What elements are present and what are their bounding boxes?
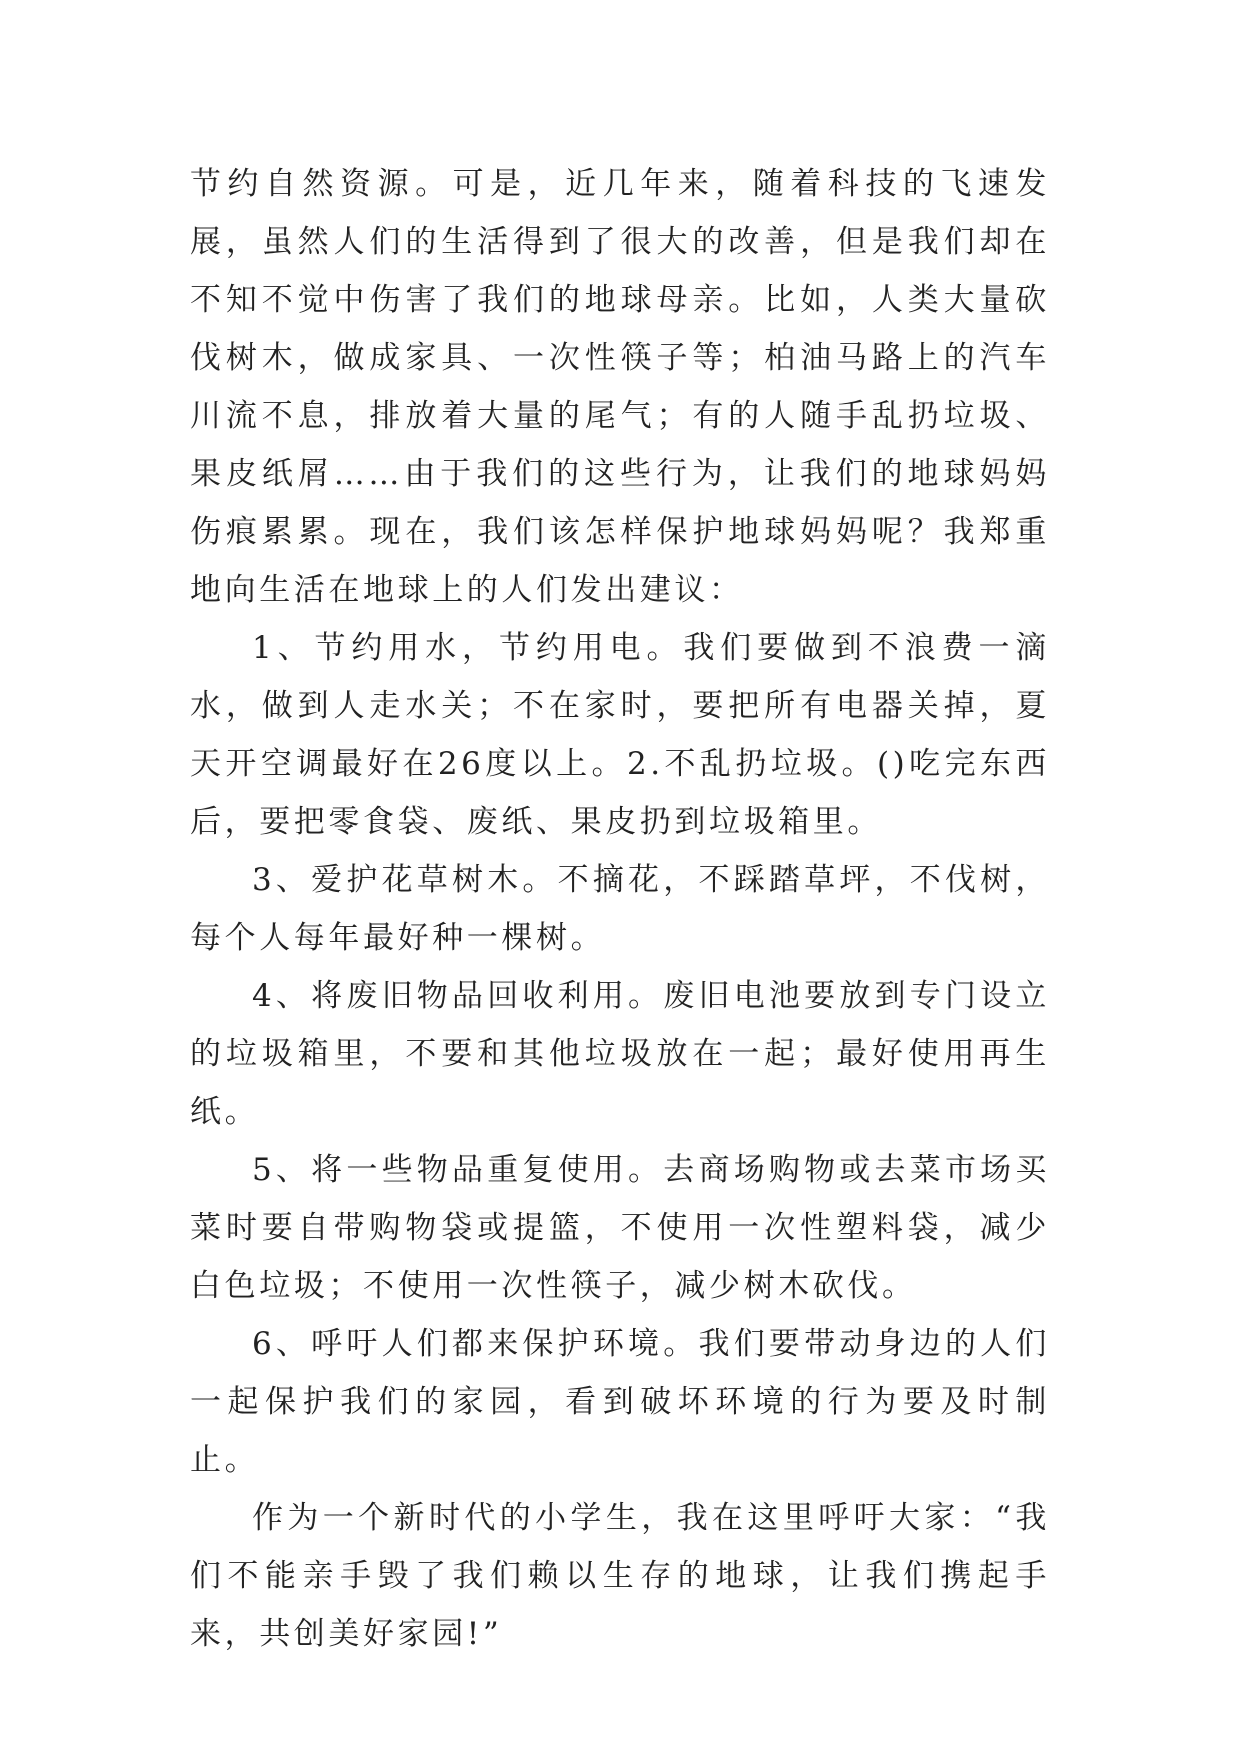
paragraph-suggestion-3: 3、爱护花草树木。不摘花，不踩踏草坪，不伐树，每个人每年最好种一棵树。 — [190, 862, 1050, 956]
paragraph-conclusion: 作为一个新时代的小学生，我在这里呼吁大家：“我们不能亲手毁了我们赖以生存的地球，让我们携起手来，共创美好家园!” — [190, 1500, 1050, 1652]
paragraph-intro: 节约自然资源。可是，近几年来，随着科技的飞速发展，虽然人们的生活得到了很大的改善，但是我们却在不知不觉中伤害了我们的地球母亲。比如，人类大量砍伐树木，做成家具、一次性筷子等；柏油马路上的汽车川流不息，排放着大量的尾气；有的人随手乱扔垃圾、果皮纸屑……由于我们的这些行为，让我们的地球妈妈伤痕累累。现在，我们该怎样保护地球妈妈呢？我郑重地向生活在地球上的人们发出建议： — [190, 166, 1050, 608]
paragraph-suggestion-4: 4、将废旧物品回收利用。废旧电池要放到专门设立的垃圾箱里，不要和其他垃圾放在一起；最好使用再生纸。 — [190, 978, 1050, 1130]
paragraph-suggestion-1: 1、节约用水，节约用电。我们要做到不浪费一滴水，做到人走水关；不在家时，要把所有电器关掉，夏天开空调最好在26度以上。2.不乱扔垃圾。()吃完东西后，要把零食袋、废纸、果皮扔到垃圾箱里。 — [190, 630, 1050, 840]
paragraph-suggestion-5: 5、将一些物品重复使用。去商场购物或去菜市场买菜时要自带购物袋或提篮，不使用一次性塑料袋，减少白色垃圾；不使用一次性筷子，减少树木砍伐。 — [190, 1152, 1050, 1304]
document-body — [190, 155, 1050, 1663]
paragraph-suggestion-6: 6、呼吁人们都来保护环境。我们要带动身边的人们一起保护我们的家园，看到破坏环境的行为要及时制止。 — [190, 1326, 1050, 1478]
